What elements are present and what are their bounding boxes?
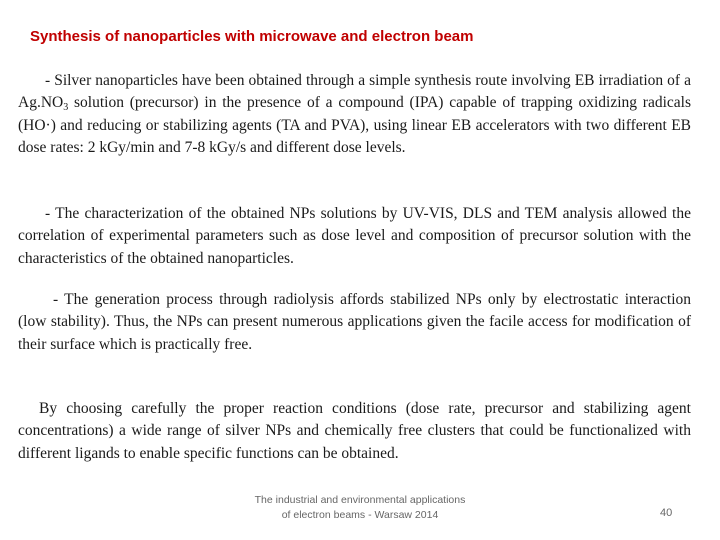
paragraph-text: - Silver nanoparticles have been obtained through a simple synthesis route involving EB irradiation of a Ag.NO [18, 72, 691, 112]
subscript-3: 3 [63, 102, 69, 114]
page-number: 40 [660, 507, 673, 519]
slide-title: Synthesis of nanoparticles with microwave and electron beam [30, 28, 474, 45]
paragraph-text: - The generation process through radiolysis affords stabilized NPs only by electrostatic interaction (low stability). Thus, the NPs can present numerous applications given the facile access for modification of their surface which is practically free. [18, 291, 691, 353]
paragraph-text: By choosing carefully the proper reaction conditions (dose rate, precursor and stabilizing agent concentrations) a wide range of silver NPs and chemically free clusters that could be functionalized with different ligands to enable specific functions can be obtained. [18, 400, 691, 462]
paragraph-silver-nanoparticles [18, 70, 691, 160]
paragraph-conclusion [18, 398, 691, 465]
paragraph-text: - The characterization of the obtained NPs solutions by UV-VIS, DLS and TEM analysis allowed the correlation of experimental parameters such as dose level and composition of precursor solution with the characteristics of the obtained nanoparticles. [18, 205, 691, 267]
footer-caption: The industrial and environmental applications of electron beams - Warsaw 2014 [254, 494, 466, 521]
paragraph-text-continued: solution (precursor) in the presence of a compound (IPA) capable of trapping oxidizing radicals (HO·) and reducing or stabilizing agents (TA and PVA), using linear EB accelerators with two different EB dose rates: 2 kGy/min and 7-8 kGy/s and different dose levels. [18, 94, 691, 157]
paragraph-generation-process [18, 289, 691, 356]
paragraph-characterization [18, 203, 691, 270]
